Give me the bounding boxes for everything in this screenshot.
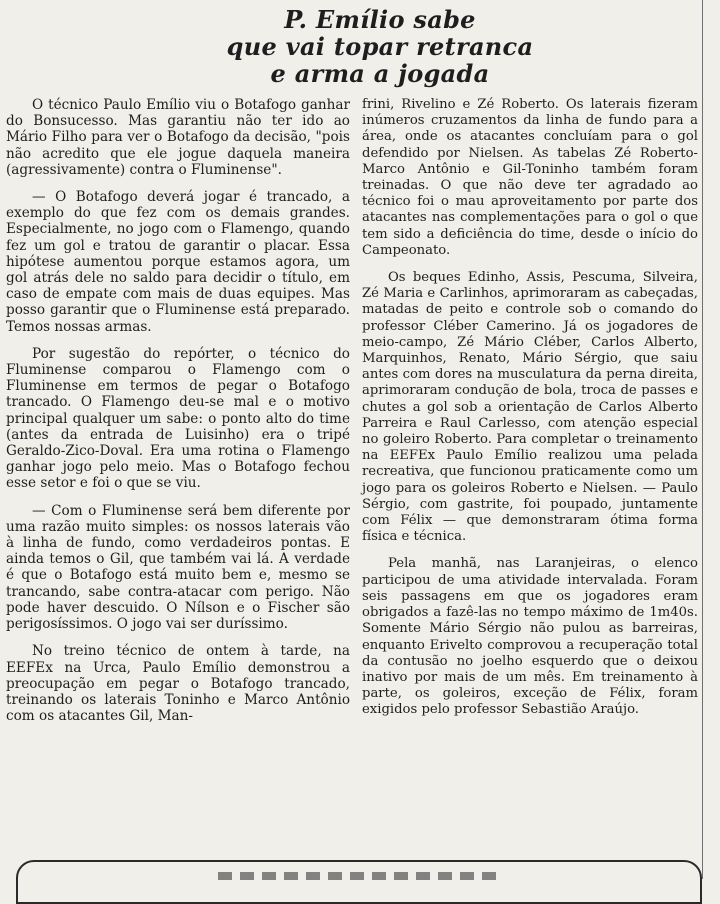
paragraph: Os beques Edinho, Assis, Pescuma, Silveira, Zé Maria e Carlinhos, aprimoraram as cabeçadas, matadas de peito e controle sob o comando do professor Cléber Camerino. Já os jogadores de meio-campo, Zé Mário Cléber, Carlos Alberto, Marquinhos, Renato, Mário Sérgio, que saiu antes com dores na musculatura da perna direita, aprimoraram condução de bola, troca de passes e chutes a gol sob a orientação de Carlos Alberto Parreira e Raul Carlesso, com atenção especial no goleiro Roberto. Para completar o treinamento na EEFEx Paulo Emílio realizou uma pelada recreativa, que funcionou praticamente como um jogo para os goleiros Roberto e Nielsen. — Paulo Sérgio, com gastrite, foi poupado, juntamente com Félix — que demonstraram ótima forma física e técnica. [362,270,698,545]
paragraph: Por sugestão do repórter, o técnico do Fluminense comparou o Flamengo com o Fluminense em termos de pegar o Botafogo trancado. O Flamengo deu-se mal e o motivo principal qualquer um sabe: o ponto alto do time (antes da entrada de Luisinho) era o tripé Geraldo-Zico-Doval. Era uma rotina o Flamengo ganhar jogo pelo meio. Mas o Botafogo fechou esse setor e foi o que se viu. [6,345,350,492]
column-rule [702,0,703,879]
headline [200,6,560,87]
headline-line-2: que vai topar retranca [226,32,534,61]
article-column-right [362,97,698,730]
paragraph: — O Botafogo deverá jogar é trancado, a exemplo do que fez com os demais grandes. Especialmente, no jogo com o Flamengo, quando fez um gol e tratou de garantir o placar. Essa hipótese aumentou porque estamos agora, um gol atrás dele no saldo para decidir o título, em caso de empate com mais de duas equipes. Mas posso garantir que o Fluminense está preparado. Temos nossas armas. [6,189,350,335]
paragraph: Pela manhã, nas Laranjeiras, o elenco participou de uma atividade intervalada. Foram seis passagens em que os jogadores eram obrigados a fazê-las no tempo máximo de 1m40s. Somente Mário Sérgio não pulou as barreiras, enquanto Erivelto comprovou a recuperação total da contusão no joelho esquerdo que o deixou inativo por mais de um mês. Em treinamento à parte, os goleiros, exceção de Félix, foram exigidos pelo professor Sebastião Araújo. [362,556,698,718]
paragraph: — Com o Fluminense será bem diferente por uma razão muito simples: os nossos laterais vão à linha de fundo, como verdadeiros pontas. E ainda temos o Gil, que também vai lá. A verdade é que o Botafogo está muito bem e, mesmo se trancando, sabe contra-atacar com perigo. Não pode haver descuido. O Nílson e o Fischer são perigosíssimos. O jogo vai ser duríssimo. [6,502,350,633]
paragraph: O técnico Paulo Emílio viu o Botafogo ganhar do Bonsucesso. Mas garantiu não ter ido ao Mário Filho para ver o Botafogo da decisão, "pois não acredito que ele jogue daquela maneira (agressivamente) contra o Fluminense". [6,97,350,178]
headline-line-1: P. Emílio sabe [284,5,476,34]
headline-line-3: e arma a jogada [270,59,490,88]
next-article-frame [16,860,702,904]
article-column-left [6,97,350,735]
paragraph: frini, Rivelino e Zé Roberto. Os laterais fizeram inúmeros cruzamentos da linha de fundo para a área, onde os atacantes concluíam para o gol defendido por Nielsen. As tabelas Zé Roberto-Marco Antônio e Gil-Toninho também foram treinadas. O que não deve ter agradado ao técnico foi o mau aproveitamento por parte dos atacantes nas complementações para o gol o que tem sido a deficiência do time, desde o início do Campeonato. [362,97,698,258]
paragraph: No treino técnico de ontem à tarde, na EEFEx na Urca, Paulo Emílio demonstrou a preocupação em pegar o Botafogo trancado, treinando os laterais Toninho e Marco Antônio com os atacantes Gil, Man- [6,643,350,725]
